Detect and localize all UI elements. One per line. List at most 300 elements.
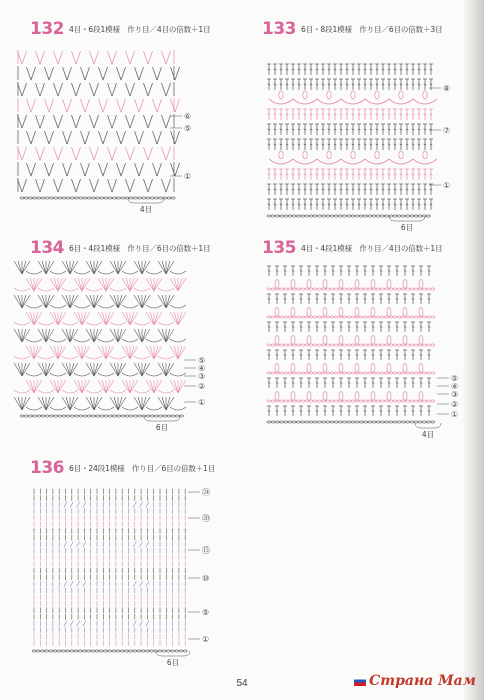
chain-stitch [20,415,24,417]
v-stitch [22,115,27,128]
chain-stitch [414,215,418,217]
fan-stitch [106,278,110,291]
chain-stitch [360,400,364,402]
v-stitch [36,83,41,96]
chain-stitch [360,344,364,346]
site-watermark [354,673,476,689]
chain-stitch [36,650,40,652]
chain-stitch [318,344,322,346]
puff-stitch [275,364,279,373]
chain-stitch [288,215,292,217]
v-stitch [162,83,167,96]
chain-stitch [381,288,385,290]
v-stitch [76,83,81,96]
chain-stitch [125,650,129,652]
v-stitch [49,131,54,144]
fan-stitch [34,346,42,359]
v-stitch [72,51,77,64]
chain-stitch [155,415,159,417]
chain-loop [38,356,54,359]
chain-stitch [418,421,422,423]
chain-stitch [343,421,347,423]
chain-stitch [292,421,296,423]
chain-stitch [393,215,397,217]
chain-stitch [305,316,309,318]
fan-stitch [102,312,106,325]
chain-loop [50,373,66,376]
chain-stitch [427,421,431,423]
repeat-label: 4目 [139,205,153,214]
puff-stitch [355,336,359,345]
puff-stitch [419,308,423,317]
crossed-stitch [77,502,80,508]
v-stitch [126,51,131,64]
puff-stitch [275,336,279,345]
v-stitch [103,131,108,144]
crossed-stitch [133,541,136,547]
v-stitch [63,67,68,80]
v-stitch [121,99,126,112]
fan-stitch [170,346,178,359]
arch-chain [413,99,437,104]
chain-loop [14,322,30,325]
chain-stitch [326,372,330,374]
chain-stitch [58,415,62,417]
v-stitch [162,147,167,160]
v-stitch [94,147,99,160]
fan-stitch [166,295,170,308]
fan-stitch [70,295,74,308]
chain-stitch [284,215,288,217]
puff-stitch [291,392,295,401]
chain-stitch [427,316,431,318]
chain-stitch [347,421,351,423]
chain-stitch [347,372,351,374]
fan-stitch [18,363,22,376]
chain-stitch [313,421,317,423]
chain-stitch [309,372,313,374]
fan-stitch [170,312,178,325]
puff-stitch [339,336,343,345]
fan-stitch [130,278,134,291]
chain-stitch [284,316,288,318]
v-stitch [40,179,45,192]
chain-stitch [159,197,163,199]
repeat-label: 4目 [421,430,435,439]
chain-stitch [368,400,372,402]
chain-stitch [155,197,159,199]
chain-stitch [326,316,330,318]
chain-loop [38,322,54,325]
chain-stitch [423,344,427,346]
fan-stitch [170,380,178,393]
chain-stitch [427,215,431,217]
chain-loop [86,288,102,291]
fan-stitch [58,380,66,393]
chain-loop [158,288,174,291]
chain-stitch [431,316,435,318]
v-stitch [99,131,104,144]
fan-stitch [114,363,118,376]
arch-chain [365,159,389,164]
v-stitch [81,67,86,80]
chain-stitch [326,215,330,217]
fan-stitch [110,261,118,274]
chain-stitch [271,372,275,374]
chain-stitch [146,197,150,199]
fan-stitch [166,363,170,376]
v-stitch [22,179,27,192]
fan-stitch [126,380,130,393]
chain-stitch [414,400,418,402]
fan-stitch [114,397,118,410]
puff-stitch [323,280,327,289]
chain-stitch [355,215,359,217]
fan-stitch [82,380,90,393]
fan-stitch [34,312,42,325]
v-stitch [76,51,81,64]
chain-stitch [142,197,146,199]
chain-stitch [385,421,389,423]
chain-stitch [397,215,401,217]
chain-stitch [305,421,309,423]
fan-stitch [138,295,142,308]
fan-stitch [82,278,86,291]
fan-stitch [106,278,114,291]
chain-stitch [66,197,70,199]
repeat-bracket [128,198,164,203]
fan-stitch [82,312,86,325]
v-stitch [36,179,41,192]
fan-stitch [22,397,30,410]
fan-stitch [58,380,62,393]
chain-loop [134,322,150,325]
chain-stitch [171,197,175,199]
v-stitch [76,147,81,160]
chain-stitch [326,288,330,290]
v-stitch [63,99,68,112]
chain-stitch [57,650,61,652]
fan-stitch [42,397,46,410]
chain-stitch [305,288,309,290]
fan-stitch [154,312,158,325]
pattern-number: 132 [30,19,64,39]
chain-stitch [117,197,121,199]
chain-stitch [402,344,406,346]
fan-stitch [18,329,22,342]
chain-stitch [159,415,163,417]
chain-stitch [37,415,41,417]
pattern-description: 4目・6段1模様 作り目／4目の倍数＋1目 [69,25,211,34]
v-stitch [103,99,108,112]
chain-stitch [62,197,66,199]
row-marker: ⑦ [443,126,451,135]
chain-stitch [368,288,372,290]
fan-stitch [58,312,66,325]
chain-stitch [372,215,376,217]
fan-stitch [130,312,134,325]
v-stitch [103,163,108,176]
chain-loop [122,271,138,274]
chain-stitch [402,400,406,402]
chain-stitch [351,316,355,318]
v-stitch [54,83,59,96]
puff-stitch [275,308,279,317]
v-stitch [72,115,77,128]
crossed-stitch [140,621,143,627]
crossed-stitch [70,581,73,587]
crossed-stitch [133,581,136,587]
v-stitch [31,67,36,80]
chain-stitch [360,215,364,217]
chain-stitch [330,344,334,346]
fan-stitch [74,346,82,359]
v-stitch [27,99,32,112]
chain-stitch [146,415,150,417]
chain-stitch [83,197,87,199]
fan-stitch [142,363,146,376]
fan-stitch [126,312,130,325]
chain-stitch [347,316,351,318]
chain-stitch [423,421,427,423]
puff-stitch [387,336,391,345]
chain-loop [110,390,126,393]
chain-stitch [301,344,305,346]
chain-stitch [305,372,309,374]
chain-stitch [276,215,280,217]
v-stitch [49,99,54,112]
v-stitch [126,179,131,192]
chain-stitch [431,372,435,374]
chain-stitch [376,316,380,318]
puff-stitch [323,392,327,401]
chain-stitch [58,197,62,199]
chain-stitch [297,215,301,217]
fan-stitch [110,295,118,308]
fan-stitch [130,346,134,359]
fan-stitch [50,312,58,325]
v-stitch [162,179,167,192]
chain-stitch [301,421,305,423]
fan-stitch [42,261,46,274]
fan-stitch [118,329,126,342]
v-stitch [85,67,90,80]
v-stitch [108,115,113,128]
chain-stitch [334,372,338,374]
chain-stitch [297,344,301,346]
chain-stitch [423,288,427,290]
chain-stitch [376,288,380,290]
fan-stitch [38,363,46,376]
fan-stitch [106,380,114,393]
chain-stitch [146,650,150,652]
chain-stitch [267,421,271,423]
chain-loop [14,288,30,291]
chain-stitch [423,400,427,402]
puff-stitch [303,151,307,159]
chain-stitch [66,650,70,652]
chain-stitch [381,400,385,402]
chain-stitch [347,288,351,290]
chain-stitch [162,650,166,652]
puff-stitch [291,308,295,317]
watermark-text: Страна Мам [369,673,476,689]
chain-stitch [364,372,368,374]
v-stitch [63,131,68,144]
chain-stitch [309,400,313,402]
chain-stitch [343,400,347,402]
chain-stitch [389,344,393,346]
v-stitch [126,147,131,160]
fan-stitch [82,312,90,325]
fan-stitch [18,397,22,410]
chain-loop [170,305,186,308]
fan-stitch [86,261,94,274]
v-stitch [153,67,158,80]
chain-loop [74,373,90,376]
fan-stitch [158,363,166,376]
chain-stitch [410,372,414,374]
chain-stitch [288,372,292,374]
fan-stitch [62,329,70,342]
row-marker: ④ [451,382,459,391]
fan-stitch [142,295,146,308]
fan-stitch [142,363,150,376]
chain-stitch [163,415,167,417]
v-stitch [166,83,171,96]
crossed-stitch [140,581,143,587]
fan-stitch [78,312,82,325]
v-stitch [166,147,171,160]
chain-loop [158,390,174,393]
arch-chain [389,99,413,104]
puff-stitch [419,364,423,373]
chain-stitch [129,415,133,417]
fan-stitch [82,278,90,291]
crossed-stitch [83,621,86,627]
fan-stitch [18,295,22,308]
fan-stitch [118,363,126,376]
fan-stitch [106,346,110,359]
puff-stitch [327,151,331,159]
fan-stitch [178,380,182,393]
v-stitch [99,67,104,80]
chain-stitch [431,344,435,346]
chain-loop [62,356,78,359]
arch-chain [269,159,293,164]
chain-stitch [318,316,322,318]
pattern-number: 136 [30,458,64,478]
v-stitch [90,51,95,64]
chain-stitch [414,316,418,318]
chain-stitch [297,288,301,290]
fan-stitch [154,312,162,325]
chain-stitch [301,316,305,318]
chain-stitch [99,650,103,652]
chain-loop [38,288,54,291]
fan-stitch [58,278,66,291]
row-marker: ① [202,635,210,644]
chain-stitch [50,197,54,199]
fan-stitch [86,397,94,410]
v-stitch [58,147,63,160]
chain-stitch [406,421,410,423]
chain-stitch [410,288,414,290]
fan-stitch [74,278,82,291]
chain-stitch [402,421,406,423]
fan-stitch [86,329,94,342]
chain-stitch [351,400,355,402]
chain-stitch [431,421,435,423]
pattern-134-chart [18,258,218,438]
fan-stitch [30,312,34,325]
puff-stitch [291,364,295,373]
chain-stitch [406,372,410,374]
fan-stitch [130,346,138,359]
v-stitch [112,83,117,96]
puff-stitch [371,308,375,317]
fan-stitch [154,278,158,291]
chain-stitch [284,344,288,346]
v-stitch [27,67,32,80]
v-stitch [54,115,59,128]
chain-stitch [305,400,309,402]
v-stitch [144,147,149,160]
fan-stitch [42,295,46,308]
arch-chain [341,99,365,104]
chain-stitch [406,316,410,318]
fan-stitch [114,261,118,274]
chain-stitch [389,288,393,290]
chain-stitch [75,197,79,199]
fan-stitch [34,312,38,325]
chain-stitch [180,415,184,417]
fan-stitch [130,380,138,393]
fan-stitch [70,397,74,410]
v-stitch [112,147,117,160]
chain-stitch [322,288,326,290]
chain-loop [122,407,138,410]
pattern-132-header [30,17,210,39]
fan-stitch [34,380,42,393]
chain-stitch [150,650,154,652]
chain-stitch [313,316,317,318]
fan-stitch [46,329,54,342]
fan-stitch [154,380,162,393]
chain-stitch [364,215,368,217]
chain-stitch [150,415,154,417]
chain-stitch [381,421,385,423]
row-marker: ① [184,172,192,181]
v-stitch [117,99,122,112]
v-stitch [108,179,113,192]
fan-stitch [22,363,26,376]
v-stitch [148,83,153,96]
crossed-stitch [64,621,67,627]
puff-stitch [387,392,391,401]
chain-stitch [318,421,322,423]
chain-loop [50,305,66,308]
fan-stitch [26,346,34,359]
chain-stitch [150,197,154,199]
chain-stitch [376,421,380,423]
fan-stitch [166,397,170,410]
chain-stitch [70,650,74,652]
row-marker: ㉔ [202,488,210,497]
chain-stitch [414,421,418,423]
chain-stitch [167,415,171,417]
chain-loop [14,390,30,393]
